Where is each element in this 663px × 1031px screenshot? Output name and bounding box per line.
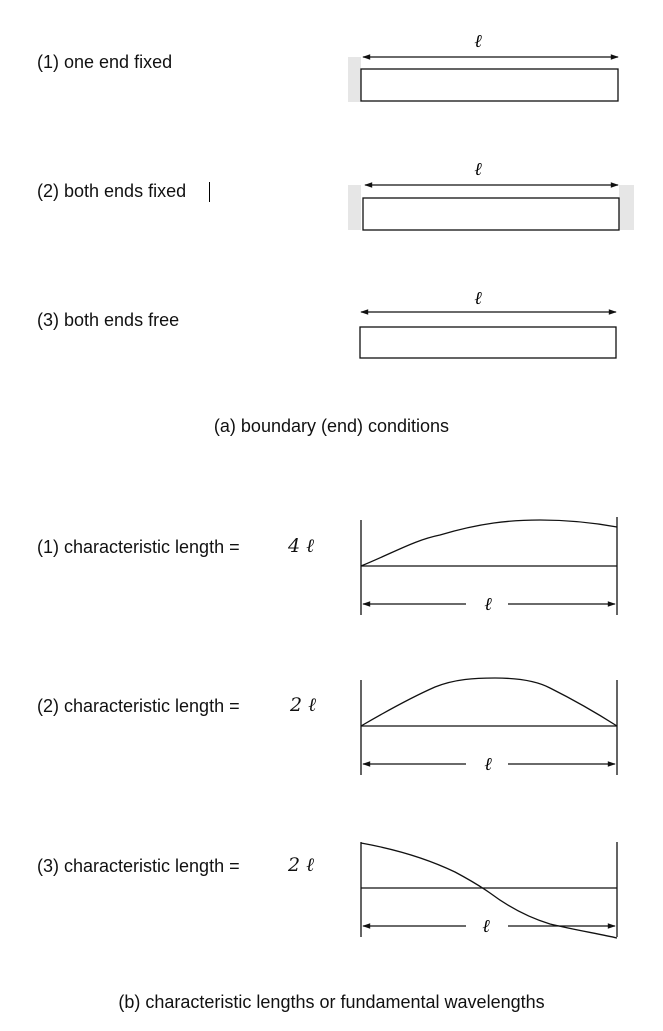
- boundary-label-1: (1) one end fixed: [37, 52, 173, 72]
- boundary-caption: (a) boundary (end) conditions: [213, 416, 450, 436]
- length-symbol: ℓ: [484, 754, 492, 775]
- boundary-label-2: (2) both ends fixed: [37, 181, 187, 201]
- bar-both-ends-fixed: [363, 198, 619, 230]
- fixed-support-left: [348, 57, 361, 102]
- char-label-3: (3) characteristic length =: [37, 856, 240, 876]
- char-value-2: 2 ℓ: [290, 694, 317, 716]
- char-label-1: (1) characteristic length =: [37, 537, 240, 557]
- char-label-2: (2) characteristic length =: [37, 696, 240, 716]
- mode-shape-curve: [361, 678, 617, 726]
- characteristic-caption: (b) characteristic lengths or fundamental wavelengths: [118, 992, 545, 1012]
- char-value-1: 4 ℓ: [288, 535, 315, 557]
- length-symbol: ℓ: [484, 594, 492, 615]
- fixed-support-left: [348, 185, 361, 230]
- fixed-support-right: [619, 185, 634, 230]
- bar-both-ends-free: [360, 327, 616, 358]
- length-symbol: ℓ: [474, 159, 482, 180]
- length-symbol: ℓ: [482, 916, 490, 937]
- length-symbol: ℓ: [474, 31, 482, 52]
- mode-shape-curve: [361, 520, 617, 566]
- length-symbol: ℓ: [474, 288, 482, 309]
- bar-one-end-fixed: [361, 69, 618, 101]
- char-value-3: 2 ℓ: [288, 854, 315, 876]
- boundary-label-3: (3) both ends free: [37, 310, 180, 330]
